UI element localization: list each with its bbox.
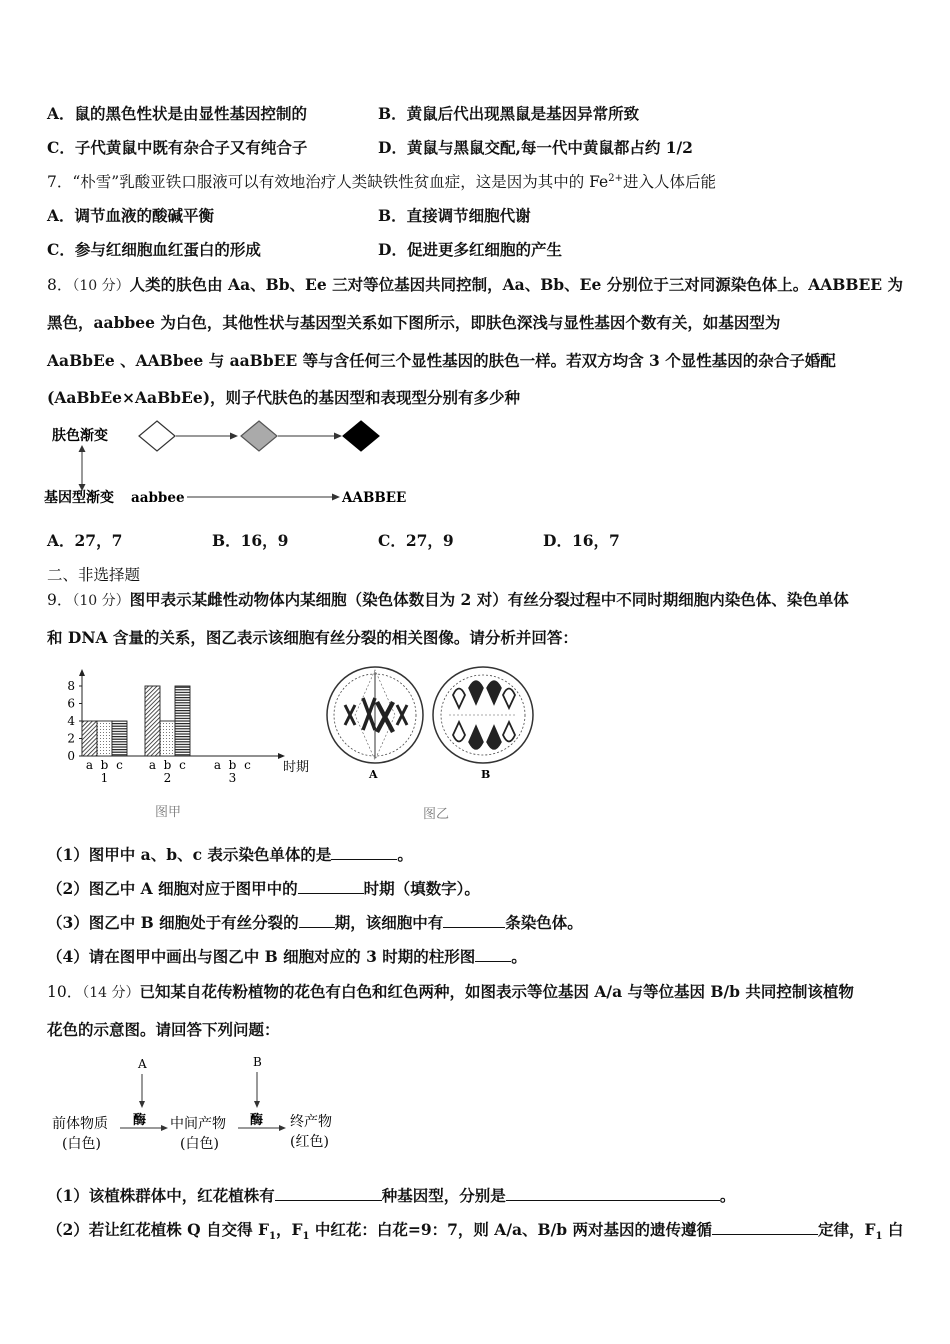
bar-label-c: c xyxy=(116,758,123,772)
cell-a-label: A xyxy=(369,768,378,781)
q7-option-a: A．调节血液的酸碱平衡 xyxy=(47,206,215,225)
q9-line2: 和 DNA 含量的关系，图乙表示该细胞有丝分裂的相关图像。请分析并回答： xyxy=(47,628,578,647)
q8-option-b: B．16，9 xyxy=(212,531,289,550)
gene-a-label: A xyxy=(138,1057,147,1071)
bar-label-a: a xyxy=(213,758,222,772)
q8-line1: 8．（10 分）人类的肤色由 Aa、Bb、Ee 三对等位基因共同控制，Aa、Bb、Ee 分别位于三对同源染色体上。AABBEE 为 xyxy=(47,275,903,294)
answer-blank[interactable] xyxy=(712,1219,818,1235)
q10-line2: 花色的示意图。请回答下列问题： xyxy=(47,1020,280,1039)
answer-blank[interactable] xyxy=(299,912,335,928)
q7-stem: 7．“朴雪”乳酸亚铁口服液可以有效地治疗人类缺铁性贫血症，这是因为其中的 $Fe^{2+}$进入人体后能 xyxy=(47,172,716,191)
answer-blank[interactable] xyxy=(506,1185,720,1201)
white-diamond xyxy=(139,421,175,451)
q7-option-b: B．直接调节细胞代谢 xyxy=(378,206,531,225)
precursor-label: 前体物质 xyxy=(52,1116,108,1132)
bar-label-b: b xyxy=(100,758,109,772)
answer-blank[interactable] xyxy=(298,878,364,894)
chromosome-dna-bar-chart xyxy=(60,668,330,826)
gray-diamond xyxy=(241,421,277,451)
section-heading: 二、非选择题 xyxy=(47,566,141,584)
skin-gradient-label: 肤色渐变 xyxy=(52,428,108,444)
chart-caption: 图甲 xyxy=(155,805,182,820)
answer-blank[interactable] xyxy=(275,1185,382,1201)
genotype-to: AABBEE xyxy=(342,490,407,506)
q6-option-c: C．子代黄鼠中既有杂合子又有纯合子 xyxy=(47,138,308,157)
bar-label-c: c xyxy=(179,758,186,772)
answer-blank[interactable] xyxy=(443,912,505,928)
bar-label-b: b xyxy=(228,758,237,772)
x-axis-arrow xyxy=(278,753,285,759)
q7-option-c: C．参与红细胞血红蛋白的形成 xyxy=(47,240,261,259)
bar-label-a: a xyxy=(148,758,157,772)
y-tick-label: 2 xyxy=(67,731,75,746)
cell-b-label: B xyxy=(481,768,491,781)
final-product-label: 终产物 xyxy=(290,1114,332,1130)
enzyme-a-label: 酶 xyxy=(133,1113,147,1128)
bar-a-period-1 xyxy=(82,721,97,756)
bar-a-period-2 xyxy=(145,686,160,756)
genotype-from: aabbee xyxy=(131,490,185,506)
bar-label-b: b xyxy=(163,758,172,772)
q7-option-d: D．促进更多红细胞的产生 xyxy=(378,240,562,259)
bar-label-a: a xyxy=(85,758,94,772)
intermediate-color: (白色) xyxy=(180,1136,219,1152)
x-axis-title: 时期 xyxy=(283,760,310,775)
intermediate-label: 中间产物 xyxy=(170,1116,226,1132)
q8-line2: 黑色，aabbee 为白色，其他性状与基因型关系如下图所示，即肤色深浅与显性基因个数有关，如基因型为 xyxy=(47,313,781,332)
q8-option-a: A．27，7 xyxy=(47,531,123,550)
q9-sub1: （1）图甲中 a、b、c 表示染色单体的是 。 xyxy=(47,845,413,864)
enzyme-b-label: 酶 xyxy=(250,1113,264,1128)
genotype-gradient-label: 基因型渐变 xyxy=(44,490,114,506)
answer-blank[interactable] xyxy=(475,946,511,962)
flower-color-pathway xyxy=(46,1052,356,1157)
bar-b-period-1 xyxy=(97,721,112,756)
q8-option-c: C．27，9 xyxy=(378,531,454,550)
q6-option-a: A．鼠的黑色性状是由显性基因控制的 xyxy=(47,104,308,123)
y-axis-arrow xyxy=(79,669,85,676)
bar-c-period-1 xyxy=(112,721,127,756)
q9-sub2: （2）图乙中 A 细胞对应于图甲中的 时期（填数字）。 xyxy=(47,879,480,898)
final-product-color: (红色) xyxy=(290,1134,329,1150)
skin-color-gradient-figure xyxy=(44,414,424,514)
black-diamond xyxy=(343,421,379,451)
q6-option-d: D．黄鼠与黑鼠交配,每一代中黄鼠都占约 1/2 xyxy=(378,138,693,157)
period-label: 3 xyxy=(228,771,237,785)
answer-blank[interactable] xyxy=(331,844,397,860)
gene-b-label: B xyxy=(253,1055,262,1069)
q9-sub3: （3）图乙中 B 细胞处于有丝分裂的 期，该细胞中有 条染色体。 xyxy=(47,913,583,932)
q8-line3: AaBbEe 、AABbee 与 aaBbEE 等与含任何三个显性基因的肤色一样。若双方均含 3 个显性基因的杂合子婚配 xyxy=(47,351,836,370)
q10-sub2: （2）若让红花植株 Q 自交得 $F_1$，$F_1$ 中红花：白花=9：7，则 A/a、B/b 两对基因的遗传遵循 定律，$F_1$ 白 xyxy=(47,1220,904,1243)
q9-line1: 9．（10 分）图甲表示某雌性动物体内某细胞（染色体数目为 2 对）有丝分裂过程中不同时期细胞内染色体、染色单体 xyxy=(47,590,849,609)
y-tick-label: 6 xyxy=(67,696,75,711)
q6-option-b: B．黄鼠后代出现黑鼠是基因异常所致 xyxy=(378,104,640,123)
mitosis-cell-figures xyxy=(325,660,555,825)
cell-a-figure xyxy=(327,667,423,781)
q10-line1: 10．（14 分）已知某自花传粉植物的花色有白色和红色两种，如图表示等位基因 A/a 与等位基因 B/b 共同控制该植物 xyxy=(47,982,854,1001)
precursor-color: (白色) xyxy=(62,1136,101,1152)
y-tick-label: 0 xyxy=(67,749,75,763)
bar-b-period-2 xyxy=(160,721,175,756)
q8-option-d: D．16，7 xyxy=(543,531,620,550)
cell-b-figure xyxy=(433,667,533,781)
bar-c-period-2 xyxy=(175,686,190,756)
bar-label-c: c xyxy=(244,758,251,772)
cells-caption: 图乙 xyxy=(423,807,450,822)
y-tick-label: 4 xyxy=(67,714,75,728)
q8-line4: (AaBbEe×AaBbEe)，则子代肤色的基因型和表现型分别有多少种 xyxy=(47,388,521,407)
period-label: 2 xyxy=(163,771,172,785)
q10-sub1: （1）该植株群体中，红花植株有 种基因型，分别是 。 xyxy=(47,1186,736,1205)
y-tick-label: 8 xyxy=(67,679,75,693)
period-label: 1 xyxy=(100,771,109,785)
q9-sub4: （4）请在图甲中画出与图乙中 B 细胞对应的 3 时期的柱形图 。 xyxy=(47,947,527,966)
